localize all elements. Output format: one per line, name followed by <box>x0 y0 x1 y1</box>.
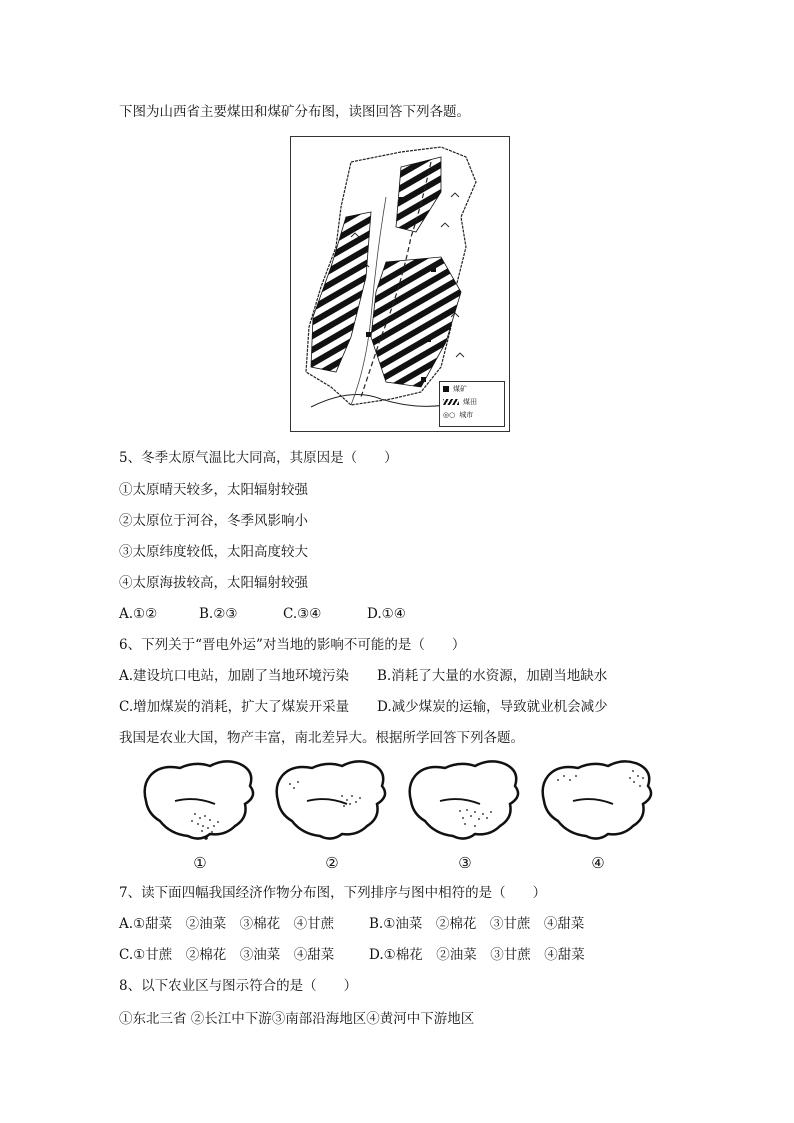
q6-option-b[interactable]: B.消耗了大量的水资源，加剧当地缺水 <box>377 668 608 684</box>
crop-map-1 <box>140 756 260 874</box>
q5-statement-3: ③太原纬度较低，太阳高度较大 <box>119 544 308 560</box>
q6-option-c[interactable]: C.增加煤炭的消耗，扩大了煤炭开采量 <box>119 699 350 715</box>
q7-options-row-2 <box>119 946 585 964</box>
q5-option-c[interactable]: C.③④ <box>283 606 322 622</box>
china-map-2-graphic <box>272 756 392 851</box>
q6-option-d[interactable]: D.减少煤炭的运输，导致就业机会减少 <box>377 699 608 715</box>
q6-options-row-1 <box>119 667 607 685</box>
crop-map-4 <box>538 756 658 874</box>
legend-coalfield: 煤田 <box>440 395 504 408</box>
q7-option-a[interactable]: A.①甜菜 ②油菜 ③棉花 ④甘蔗 <box>119 916 335 932</box>
q5-statement-2: ②太原位于河谷，冬季风影响小 <box>119 513 308 529</box>
crop-map-4-label: ④ <box>591 854 605 872</box>
q6-option-a[interactable]: A.建设坑口电站，加剧了当地环境污染 <box>119 668 350 684</box>
q7-stem: 7、读下面四幅我国经济作物分布图，下列排序与图中相符的是（ ） <box>119 885 547 901</box>
china-map-3-graphic <box>405 756 525 851</box>
china-map-1-graphic <box>140 756 260 851</box>
mine-square-icon <box>443 386 449 392</box>
crop-distribution-maps <box>140 756 660 874</box>
q7-option-d[interactable]: D.①棉花 ②油菜 ③甘蔗 ④甜菜 <box>369 947 585 963</box>
crop-map-3 <box>405 756 525 874</box>
china-map-4-graphic <box>538 756 658 851</box>
q8-stem: 8、以下农业区与图示符合的是（ ） <box>119 978 358 994</box>
map-legend <box>439 381 505 427</box>
crop-map-1-label: ① <box>193 854 207 872</box>
q6-stem: 6、下列关于“晋电外运”对当地的影响不可能的是（ ） <box>119 637 466 653</box>
crop-map-3-label: ③ <box>458 854 472 872</box>
q5-statement-1: ①太原晴天较多，太阳辐射较强 <box>119 482 308 498</box>
intro-text-1: 下图为山西省主要煤田和煤矿分布图，读图回答下列各题。 <box>119 104 470 120</box>
shanxi-coal-map <box>290 136 510 432</box>
legend-mine: 煤矿 <box>440 382 504 395</box>
q6-options-row-2 <box>119 698 608 716</box>
intro-text-2: 我国是农业大国，物产丰富，南北差异大。根据所学回答下列各题。 <box>119 730 524 746</box>
q5-options <box>119 605 406 623</box>
q8-statements: ①东北三省 ②长江中下游③南部沿海地区④黄河中下游地区 <box>119 1011 475 1027</box>
q7-option-b[interactable]: B.①油菜 ②棉花 ③甘蔗 ④甜菜 <box>369 916 585 932</box>
q5-statement-4: ④太原海拔较高，太阳辐射较强 <box>119 575 308 591</box>
q5-stem: 5、冬季太原气温比大同高，其原因是（ ） <box>119 450 398 466</box>
crop-map-2-label: ② <box>325 854 339 872</box>
q7-option-c[interactable]: C.①甘蔗 ②棉花 ③油菜 ④甜菜 <box>119 947 335 963</box>
crop-map-2 <box>272 756 392 874</box>
legend-city: ◎○ 城市 <box>443 410 474 419</box>
q7-options-row-1 <box>119 915 584 933</box>
q5-option-d[interactable]: D.①④ <box>367 606 406 622</box>
q5-option-a[interactable]: A.①② <box>119 606 158 622</box>
city-circle-icon: ◎○ <box>443 410 456 419</box>
q5-option-b[interactable]: B.②③ <box>199 606 238 622</box>
hatch-icon <box>443 399 459 405</box>
